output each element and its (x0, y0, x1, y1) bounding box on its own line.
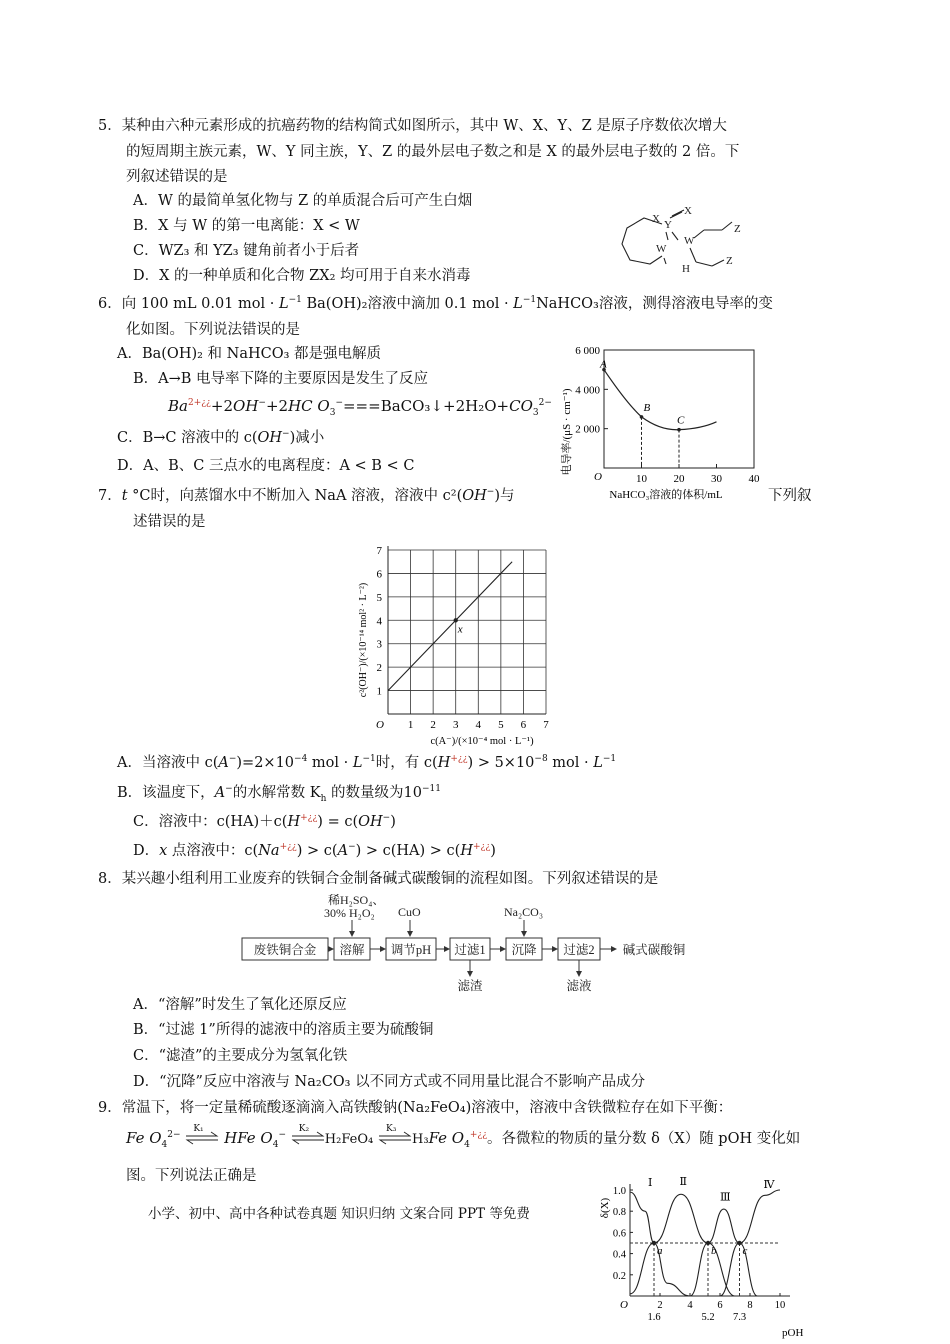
q7a-5: ) > 5×10 (467, 755, 535, 771)
q7c-oh-charge: − (382, 813, 391, 824)
y-tick-label: 1.0 (612, 1186, 626, 1197)
q7-option-b (117, 783, 441, 803)
q6-text-b: Ba(OH)₂溶液中滴加 0.1 mol · (301, 296, 514, 312)
q7d-H-charge: +¿¿ (473, 842, 491, 853)
q7d-A-charge: − (348, 842, 356, 853)
q8-option-b: B．“过滤 1”所得的滤液中的溶质主要为硫酸铜 (133, 1022, 434, 1038)
q6-stem-line1 (98, 294, 773, 314)
q8-option-c: C．“滤渣”的主要成分为氢氧化铁 (133, 1048, 348, 1064)
y-tick-label: 3 (376, 638, 382, 651)
x-tick-label: 7 (543, 719, 549, 731)
q7a-H: H (437, 755, 451, 771)
origin-label: O (620, 1299, 628, 1311)
point-label-c: c (742, 1245, 748, 1257)
q8-flowchart (236, 892, 696, 996)
point-label-x: x (457, 623, 463, 636)
eq-co-charge: 2− (538, 398, 552, 408)
q7b-A-charge: − (225, 784, 233, 795)
eq-rest: ===BaCO₃↓+2H₂O+ (342, 397, 510, 415)
intersection-point-a (652, 1241, 656, 1245)
origin-label: O (594, 471, 602, 483)
eq9-hfeo4: HFe O (224, 1129, 273, 1147)
eq9-charge1: 2− (167, 1130, 181, 1140)
q9-equilibrium (126, 1124, 801, 1150)
q9-stem-line1: 9．常温下，将一定量稀硫酸逐滴滴入高铁酸钠(Na₂FeO₄)溶液中，溶液中含铁微粒存在如下平衡： (98, 1100, 733, 1116)
x-tick-label: 4 (475, 719, 482, 731)
q8-option-d: D．“沉降”反应中溶液与 Na₂CO₃ 以不同方式或不同用量比混合不影响产品成分 (133, 1074, 646, 1090)
q7c-H-charge: +¿¿ (300, 813, 318, 824)
q7a-exp1: −4 (294, 754, 308, 765)
struct-y: Y (664, 219, 672, 231)
q6-unit-l2: L (513, 296, 523, 312)
q7a-1: A．当溶液中 c( (117, 755, 219, 771)
q5-stem-line1: 5．某种由六种元素形成的抗癌药物的结构简式如图所示，其中 W、X、Y、Z 是原子序数依次增大 (98, 118, 727, 134)
q7a-L: L (352, 755, 363, 771)
q9-distribution-chart (596, 1172, 806, 1342)
q7c-3: ) (390, 814, 396, 830)
q7b-1: B．该温度下， (117, 785, 215, 801)
box-1-label: 废铁铜合金 (253, 943, 317, 957)
q5-option-c: C．WZ₃ 和 YZ₃ 键角前者小于后者 (133, 243, 360, 259)
reagent-2: CuO (398, 905, 421, 919)
x-tick-label: 6 (520, 719, 527, 731)
y-tick-label: 4 000 (575, 384, 600, 397)
q7a-exp-L2: −1 (602, 754, 617, 765)
q7a-A-charge: − (228, 754, 237, 765)
q5-option-a: A．W 的最简单氢化物与 Z 的单质混合后可产生白烟 (133, 193, 473, 209)
x-tick-label: 10 (636, 473, 647, 485)
eq-co-sub: 3 (532, 408, 539, 418)
q7c-oh: OH (358, 814, 383, 830)
q6-exp2: −1 (522, 295, 537, 306)
q7a-L2: L (593, 755, 603, 771)
q8-option-a: A．“溶解”时发生了氧化还原反应 (133, 997, 347, 1013)
origin-label: O (376, 719, 384, 731)
q7a-A: A (218, 755, 229, 771)
y-tick-label: 2 000 (575, 423, 600, 436)
x-tick-label: 2 (657, 1300, 663, 1311)
struct-w1: W (656, 243, 667, 255)
q7a-exp-L: −1 (362, 754, 376, 765)
q5-stem-line3: 列叙述错误的是 (126, 169, 228, 185)
point-label-a: a (657, 1245, 663, 1257)
series-label-4: Ⅳ (763, 1179, 775, 1191)
q6-option-c (117, 428, 324, 448)
point-label-C: C (677, 414, 685, 427)
out-2-label: 滤液 (566, 979, 592, 993)
x-tick-label: 3 (452, 719, 459, 731)
q6-unit-l: L (278, 296, 289, 312)
eq-co: CO (509, 397, 533, 415)
q7d-H: H (460, 843, 473, 859)
box-5-label: 沉降 (511, 943, 537, 957)
q7d-2: 点溶液中：c( (167, 843, 259, 859)
x-tick-label: 30 (711, 473, 722, 485)
q7-num: 7． (98, 488, 122, 504)
q7b-h: h (320, 793, 327, 804)
q7c-2: ) = c( (317, 814, 359, 830)
eq9-arrow1 (185, 1124, 219, 1143)
box-2-label: 溶解 (339, 943, 365, 957)
q7a-H-charge: +¿¿ (450, 754, 468, 765)
y-tick-label: 7 (376, 545, 382, 557)
q7c-1: C．溶液中：c(HA)＋c( (133, 814, 288, 830)
eq9-charge3: +¿¿ (469, 1130, 488, 1140)
series-label-3: Ⅲ (720, 1191, 731, 1204)
y-tick-label: 0.4 (612, 1249, 626, 1261)
q7-option-c (133, 812, 396, 832)
reagent-1b: 30% H₂O₂ (324, 906, 375, 920)
series-curve-2 (630, 1191, 735, 1296)
q6-c-end: )减小 (289, 430, 325, 446)
q7-text-c: )与 (494, 488, 515, 504)
y-tick-label: 0.2 (612, 1270, 626, 1282)
y-tick-label: 2 (376, 662, 382, 675)
q6-exp1: −1 (288, 295, 302, 306)
y-axis-label: 电导率/(μS · cm⁻¹) (561, 388, 573, 476)
q7b-2: 的水解常数 K (232, 785, 321, 801)
eq9-tail: 。各微粒的物质的量分数 δ（X）随 pOH 变化如 (487, 1131, 801, 1147)
eq9-feo4: Fe O (126, 1129, 162, 1147)
series-label-2: Ⅱ (679, 1175, 687, 1188)
eq9-sub3: 4 (464, 1140, 470, 1150)
y-tick-label: 0.6 (612, 1228, 626, 1240)
marked-x-label: 5.2 (701, 1312, 715, 1323)
q6-option-a: A．Ba(OH)₂ 和 NaHCO₃ 都是强电解质 (117, 346, 382, 362)
q7-stem-line1-tail: 下列叙 (768, 488, 812, 504)
y-tick-label: 4 (376, 615, 382, 628)
x-tick-label: 5 (498, 719, 504, 731)
q6-c-text: C．B→C 溶液中的 c( (117, 430, 258, 446)
q7-oh-charge: − (486, 487, 495, 498)
x-tick-label: 8 (747, 1300, 753, 1311)
eq-hco-charge: − (335, 398, 343, 408)
q7-text-b: °C时，向蒸馏水中不断加入 NaA 溶液，溶液中 c²( (127, 488, 463, 504)
eq-hco-sub: 3 (329, 408, 336, 418)
x-tick-label: 10 (774, 1300, 786, 1311)
x-axis-label: pOH (782, 1327, 804, 1339)
eq9-arrow3 (378, 1124, 412, 1143)
y-tick-label: 6 (376, 568, 382, 581)
reagent-3: Na₂CO₃ (504, 905, 544, 919)
q5-stem-line2: 的短周期主族元素，W、Y 同主族，Y、Z 的最外层电子数之和是 X 的最外层电子数的 2 倍。下 (126, 144, 740, 160)
eq9-sub1: 4 (161, 1140, 168, 1150)
eq-ba-charge: 2+¿¿ (187, 398, 211, 408)
x-tick-label: 1 (407, 719, 414, 731)
q7d-1: D． (133, 843, 160, 859)
q7-linear-chart (352, 540, 564, 750)
q7b-A: A (214, 785, 226, 801)
eq-ba: Ba (168, 397, 188, 415)
conductivity-line (604, 370, 717, 430)
box-6-label: 过滤2 (563, 943, 595, 957)
q8-stem: 8．某兴趣小组利用工业废弃的铁铜合金制备碱式碳酸铜的流程如图。下列叙述错误的是 (98, 871, 659, 887)
footer-watermark-text: 小学、初中、高中各种试卷真题 知识归纳 文案合同 PPT 等免费 (148, 1206, 530, 1222)
q7d-na: Na (258, 843, 280, 859)
q7a-4: 时，有 c( (375, 755, 438, 771)
x-tick-label: 20 (673, 473, 685, 485)
q7c-H: H (287, 814, 301, 830)
eq9-k2: K₂ (298, 1124, 310, 1134)
q7b-exp: −11 (422, 784, 441, 795)
eq-oh-charge: − (258, 398, 266, 408)
x-tick-label: 2 (430, 719, 436, 731)
struct-h: H (682, 263, 690, 275)
q7d-3: ) > c( (296, 843, 338, 859)
reagent-1a: 稀H₂SO₄、 (328, 893, 385, 907)
intersection-point-b (706, 1241, 710, 1245)
y-tick-label: 6 000 (575, 345, 600, 357)
x-tick-label: 6 (717, 1300, 723, 1311)
point-label-B: B (643, 401, 651, 414)
struct-x1: X (652, 213, 660, 225)
y-tick-label: 1 (376, 685, 382, 698)
y-axis-label: δ(X) (599, 1197, 611, 1219)
y-tick-label: 5 (376, 591, 382, 604)
eq9-feo4-plus: Fe O (428, 1129, 465, 1147)
box-3-label: 调节pH (390, 943, 432, 957)
q7-option-a (117, 753, 616, 773)
eq9-charge2: − (278, 1130, 287, 1140)
eq-p2: +2 (265, 397, 289, 415)
product-label: 碱式碳酸铜 (622, 943, 686, 957)
point-label-A: A (600, 358, 607, 371)
box-4-label: 过滤1 (454, 943, 486, 957)
struct-w2: W (684, 235, 695, 247)
x-tick-label: 40 (748, 473, 760, 485)
eq-hco: HC O (288, 397, 330, 415)
q7a-6: mol · (547, 755, 594, 771)
q6-option-b: B．A→B 电导率下降的主要原因是发生了反应 (133, 371, 429, 387)
q7-option-d (133, 841, 496, 861)
marked-x-label: 7.3 (732, 1312, 747, 1323)
q7-t: t (121, 488, 128, 504)
q5-structure-diagram (600, 200, 770, 282)
q7d-4: ) > c(HA) > c( (355, 843, 461, 859)
q6-option-d: D．A、B、C 三点水的电离程度：A < B < C (117, 458, 415, 474)
q7a-3: mol · (307, 755, 353, 771)
q9-stem-line3: 图。下列说法正确是 (126, 1168, 257, 1184)
q6-text-c: NaHCO₃溶液，测得溶液电导率的变 (536, 296, 773, 312)
q7d-x: x (159, 843, 168, 859)
eq9-sub2: 4 (272, 1140, 279, 1150)
y-tick-label: 0.8 (612, 1207, 626, 1219)
q5-option-b: B．X 与 W 的第一电离能：X < W (133, 218, 360, 234)
q5-option-d: D．X 的一种单质和化合物 ZX₂ 均可用于自来水消毒 (133, 268, 471, 284)
q7-stem-line1 (98, 486, 515, 506)
q7a-exp2: −8 (534, 754, 548, 765)
q7-oh: OH (462, 488, 487, 504)
x-axis-label: c(A⁻)/(×10⁻⁴ mol · L⁻¹) (430, 736, 534, 747)
q6-stem-line2: 化如图。下列说法错误的是 (126, 322, 300, 338)
intersection-point-c (737, 1241, 741, 1245)
eq-oh: OH (233, 397, 259, 415)
x-axis-label: NaHCO₃溶液的体积/mL (609, 489, 723, 501)
eq-p1: +2 (210, 397, 234, 415)
q6-text-a: 6．向 100 mL 0.01 mol · (98, 296, 279, 312)
q7d-A: A (337, 843, 349, 859)
eq9-h2feo4: H₂FeO₄ (324, 1132, 374, 1147)
q7d-na-charge: +¿¿ (279, 842, 297, 853)
eq9-h3: H₃ (412, 1132, 429, 1147)
q7a-2: )=2×10 (236, 755, 295, 771)
x-tick-label: 4 (687, 1300, 693, 1311)
struct-z1: Z (734, 223, 741, 235)
q7b-3: 的数量级为10 (326, 785, 422, 801)
marked-x-label: 1.6 (647, 1312, 661, 1323)
q6-c-oh: OH (257, 430, 283, 446)
y-axis-label: c²(OH⁻)/(×10⁻¹⁴ mol² · L⁻²) (358, 582, 369, 698)
eq9-arrow2 (291, 1124, 325, 1143)
struct-x2: X (684, 205, 692, 217)
q6-equation (168, 396, 552, 416)
q6-conductivity-chart (548, 334, 770, 502)
data-point-x (454, 618, 458, 622)
series-label-1: Ⅰ (648, 1176, 653, 1189)
point-label-b: b (711, 1245, 717, 1257)
eq9-k1: K₁ (193, 1124, 204, 1134)
q7-stem-line2: 述错误的是 (133, 514, 206, 530)
struct-z2: Z (726, 255, 733, 267)
q6-c-charge: − (282, 429, 290, 440)
eq9-k3: K₃ (386, 1124, 397, 1134)
out-1-label: 滤渣 (457, 979, 483, 993)
q7d-5: ) (490, 843, 496, 859)
data-line (388, 562, 512, 691)
